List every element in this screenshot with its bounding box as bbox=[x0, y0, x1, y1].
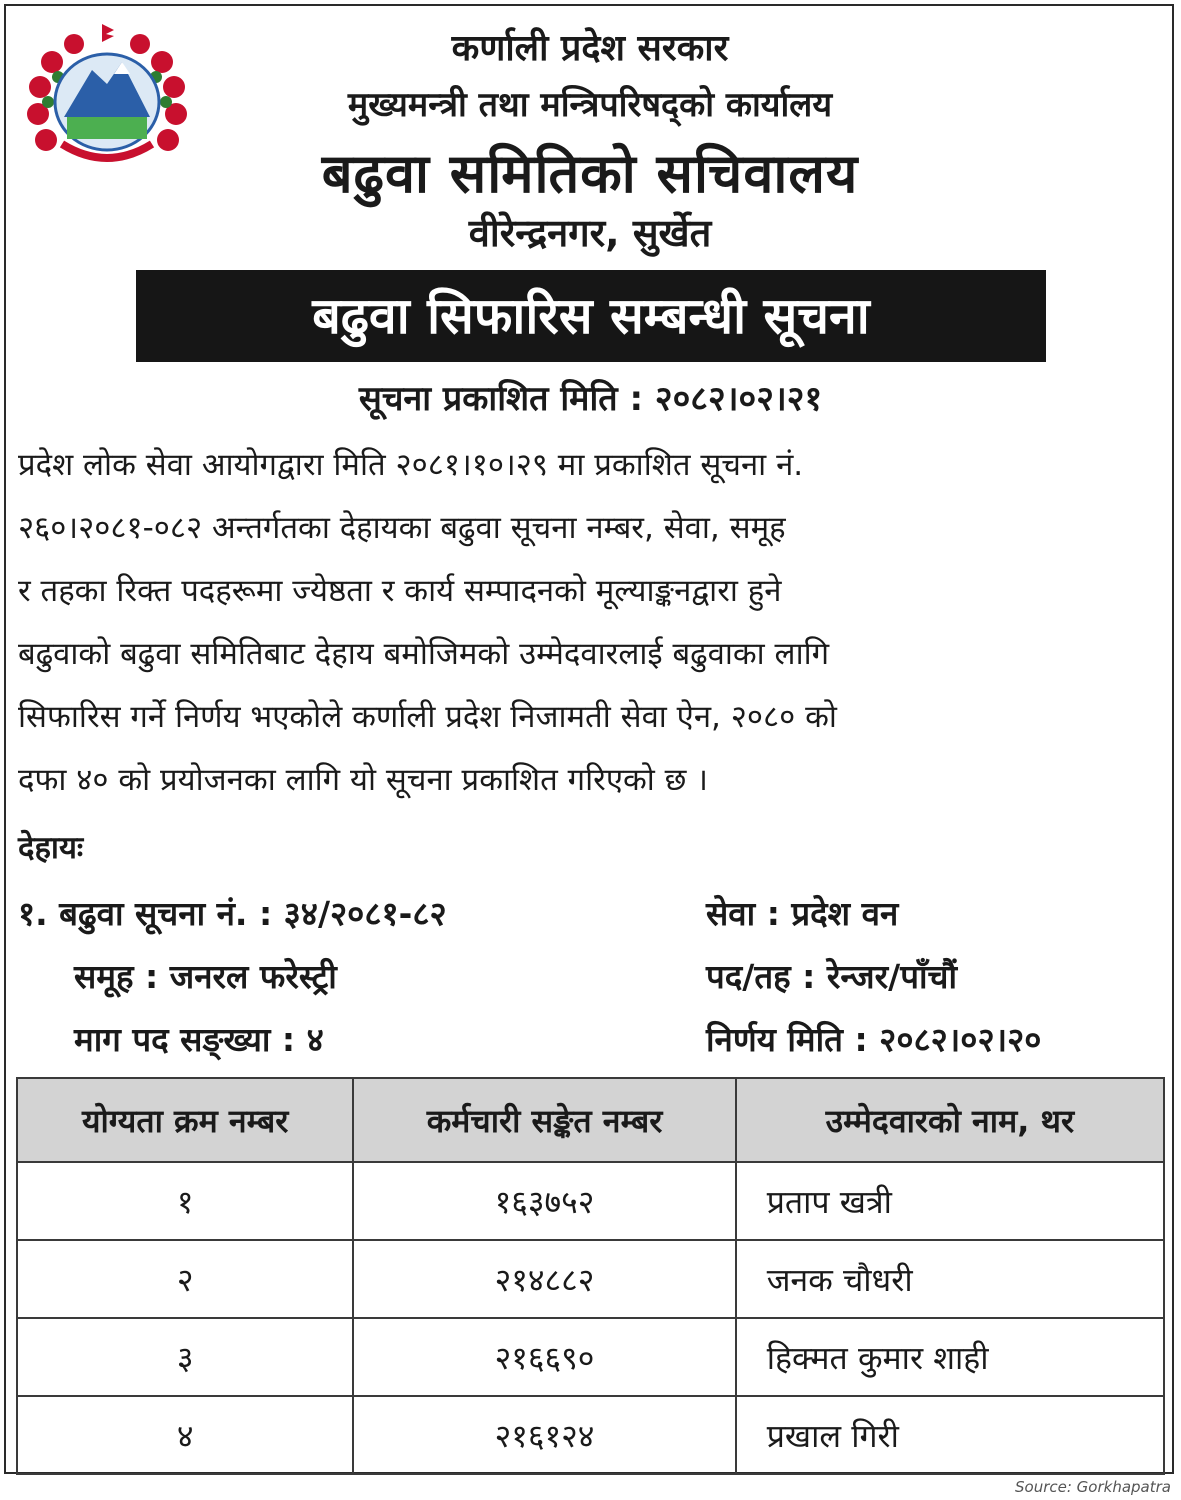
dehaya-label: देहायः bbox=[18, 830, 84, 866]
body-line: सिफारिस गर्ने निर्णय भएकोले कर्णाली प्रदेश निजामती सेवा ऐन, २०८० को bbox=[18, 699, 837, 735]
group: समूह : जनरल फरेस्ट्री bbox=[74, 957, 337, 996]
merit-order: २ bbox=[17, 1240, 353, 1318]
service: सेवा : प्रदेश वन bbox=[706, 894, 899, 933]
candidate-name: प्रताप खत्री bbox=[736, 1162, 1164, 1240]
table-row bbox=[17, 1396, 1164, 1474]
header-candidate-name: उम्मेदवारको नाम, थर bbox=[736, 1078, 1164, 1162]
table-header-row bbox=[17, 1078, 1164, 1162]
candidate-table bbox=[16, 1077, 1165, 1475]
merit-order: ३ bbox=[17, 1318, 353, 1396]
body-line: बढुवाको बढुवा समितिबाट देहाय बमोजिमको उम्मेदवारलाई बढुवाका लागि bbox=[18, 636, 830, 672]
header-secretariat: बढुवा समितिको सचिवालय bbox=[321, 142, 859, 205]
body-line: २६०।२०८१-०८२ अन्तर्गतका देहायका बढुवा सूचना नम्बर, सेवा, समूह bbox=[18, 510, 786, 546]
header-government: कर्णाली प्रदेश सरकार bbox=[451, 28, 729, 69]
demand-post-count: माग पद सङ्ख्या : ४ bbox=[74, 1020, 324, 1059]
header-employee-code: कर्मचारी सङ्केत नम्बर bbox=[353, 1078, 735, 1162]
candidate-name: प्रखाल गिरी bbox=[736, 1396, 1164, 1474]
employee-code: १६३७५२ bbox=[353, 1162, 735, 1240]
header-merit-order: योग्यता क्रम नम्बर bbox=[17, 1078, 353, 1162]
notice-title-banner: बढुवा सिफारिस सम्बन्धी सूचना bbox=[136, 270, 1046, 362]
table-row bbox=[17, 1318, 1164, 1396]
published-date: सूचना प्रकाशित मिति : २०८२।०२।२१ bbox=[358, 379, 823, 419]
body-line: दफा ४० को प्रयोजनका लागि यो सूचना प्रकाशित गरिएको छ । bbox=[18, 762, 708, 798]
table-row bbox=[17, 1240, 1164, 1318]
header-office: मुख्यमन्त्री तथा मन्त्रिपरिषद्को कार्यालय bbox=[347, 85, 833, 125]
source-credit: Source: Gorkhapatra bbox=[1015, 1478, 1171, 1496]
merit-order: १ bbox=[17, 1162, 353, 1240]
nepal-emblem-icon bbox=[22, 22, 192, 177]
header-location: वीरेन्द्रनगर, सुर्खेत bbox=[468, 211, 712, 255]
merit-order: ४ bbox=[17, 1396, 353, 1474]
decision-date: निर्णय मिति : २०८२।०२।२० bbox=[706, 1020, 1042, 1059]
candidate-name: जनक चौधरी bbox=[736, 1240, 1164, 1318]
notice-number: १. बढुवा सूचना नं. : ३४/२०८१-८२ bbox=[18, 894, 447, 933]
post-level: पद/तह : रेन्जर/पाँचौं bbox=[706, 957, 957, 996]
employee-code: २१४८८२ bbox=[353, 1240, 735, 1318]
body-line: र तहका रिक्त पदहरूमा ज्येष्ठता र कार्य सम्पादनको मूल्याङ्कनद्वारा हुने bbox=[18, 573, 782, 609]
candidate-name: हिक्मत कुमार शाही bbox=[736, 1318, 1164, 1396]
employee-code: २१६६९० bbox=[353, 1318, 735, 1396]
body-line: प्रदेश लोक सेवा आयोगद्वारा मिति २०८१।१०।२९ मा प्रकाशित सूचना नं. bbox=[18, 447, 804, 483]
employee-code: २१६१२४ bbox=[353, 1396, 735, 1474]
table-row bbox=[17, 1162, 1164, 1240]
